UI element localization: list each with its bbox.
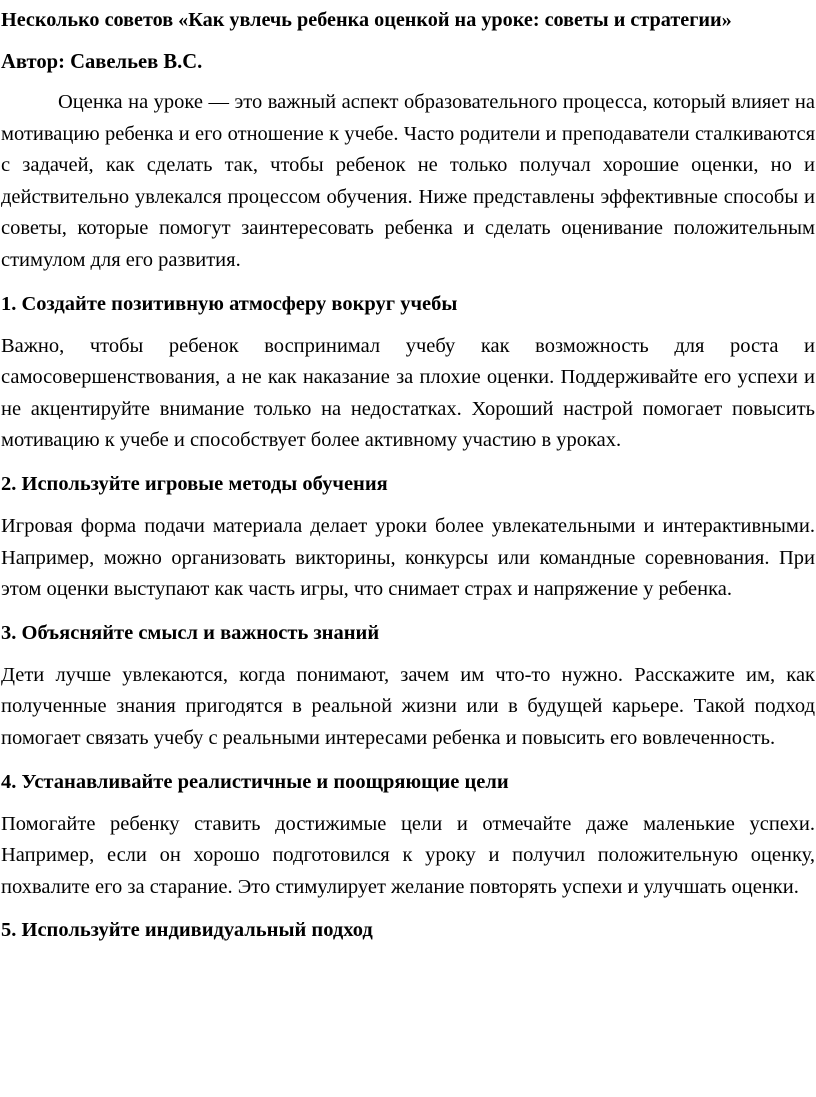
section-1	[1, 288, 815, 457]
document-author: Автор: Савельев В.С.	[1, 51, 203, 73]
section-2	[1, 468, 815, 606]
intro-paragraph: Оценка на уроке — это важный аспект образовательного процесса, который влияет на мотивацию ребенка и его отношение к учебе. Часто родители и преподаватели сталкиваются с задачей, как сделать так, чтобы ребенок не только получал хорошие оценки, но и действительно увлекался процессом обучения. Ниже представлены эффективные способы и советы, которые помогут заинтересовать ребенка и сделать оценивание положительным стимулом для его развития.	[1, 91, 815, 271]
section-paragraph: Помогайте ребенку ставить достижимые цели и отмечайте даже маленькие успехи. Например, если он хорошо подготовился к уроку и получил положительную оценку, похвалите его за старание. Это стимулирует желание повторять успехи и улучшать оценки.	[1, 812, 815, 898]
section-5	[1, 914, 815, 946]
section-paragraph: Игровая форма подачи материала делает уроки более увлекательными и интерактивными. Например, можно организовать викторины, конкурсы или командные соревнования. При этом оценки выступают как часть игры, что снимает страх и напряжение у ребенка.	[1, 514, 815, 601]
section-paragraph: Дети лучше увлекаются, когда понимают, зачем им что-то нужно. Расскажите им, как полученные знания пригодятся в реальной жизни или в будущей карьере. Такой подход помогает связать учебу с реальными интересами ребенка и повысить его вовлеченность.	[1, 663, 815, 749]
section-paragraph: Важно, чтобы ребенок воспринимал учебу как возможность для роста и самосовершенствования, а не как наказание за плохие оценки. Поддерживайте его успехи и не акцентируйте внимание только на недостатках. Хороший настрой помогает повысить мотивацию к учебе и способствует более активному участию в уроках.	[1, 334, 815, 452]
section-3	[1, 617, 815, 755]
section-heading: 3. Объясняйте смысл и важность знаний	[1, 621, 380, 644]
section-heading: 2. Используйте игровые методы обучения	[1, 472, 388, 495]
section-heading: 4. Устанавливайте реалистичные и поощряющие цели	[1, 770, 509, 793]
section-heading: 1. Создайте позитивную атмосферу вокруг учебы	[1, 292, 458, 315]
document-title: Несколько советов «Как увлечь ребенка оценкой на уроке: советы и стратегии»	[1, 9, 732, 31]
section-4	[1, 766, 815, 904]
section-heading: 5. Используйте индивидуальный подход	[1, 919, 373, 942]
